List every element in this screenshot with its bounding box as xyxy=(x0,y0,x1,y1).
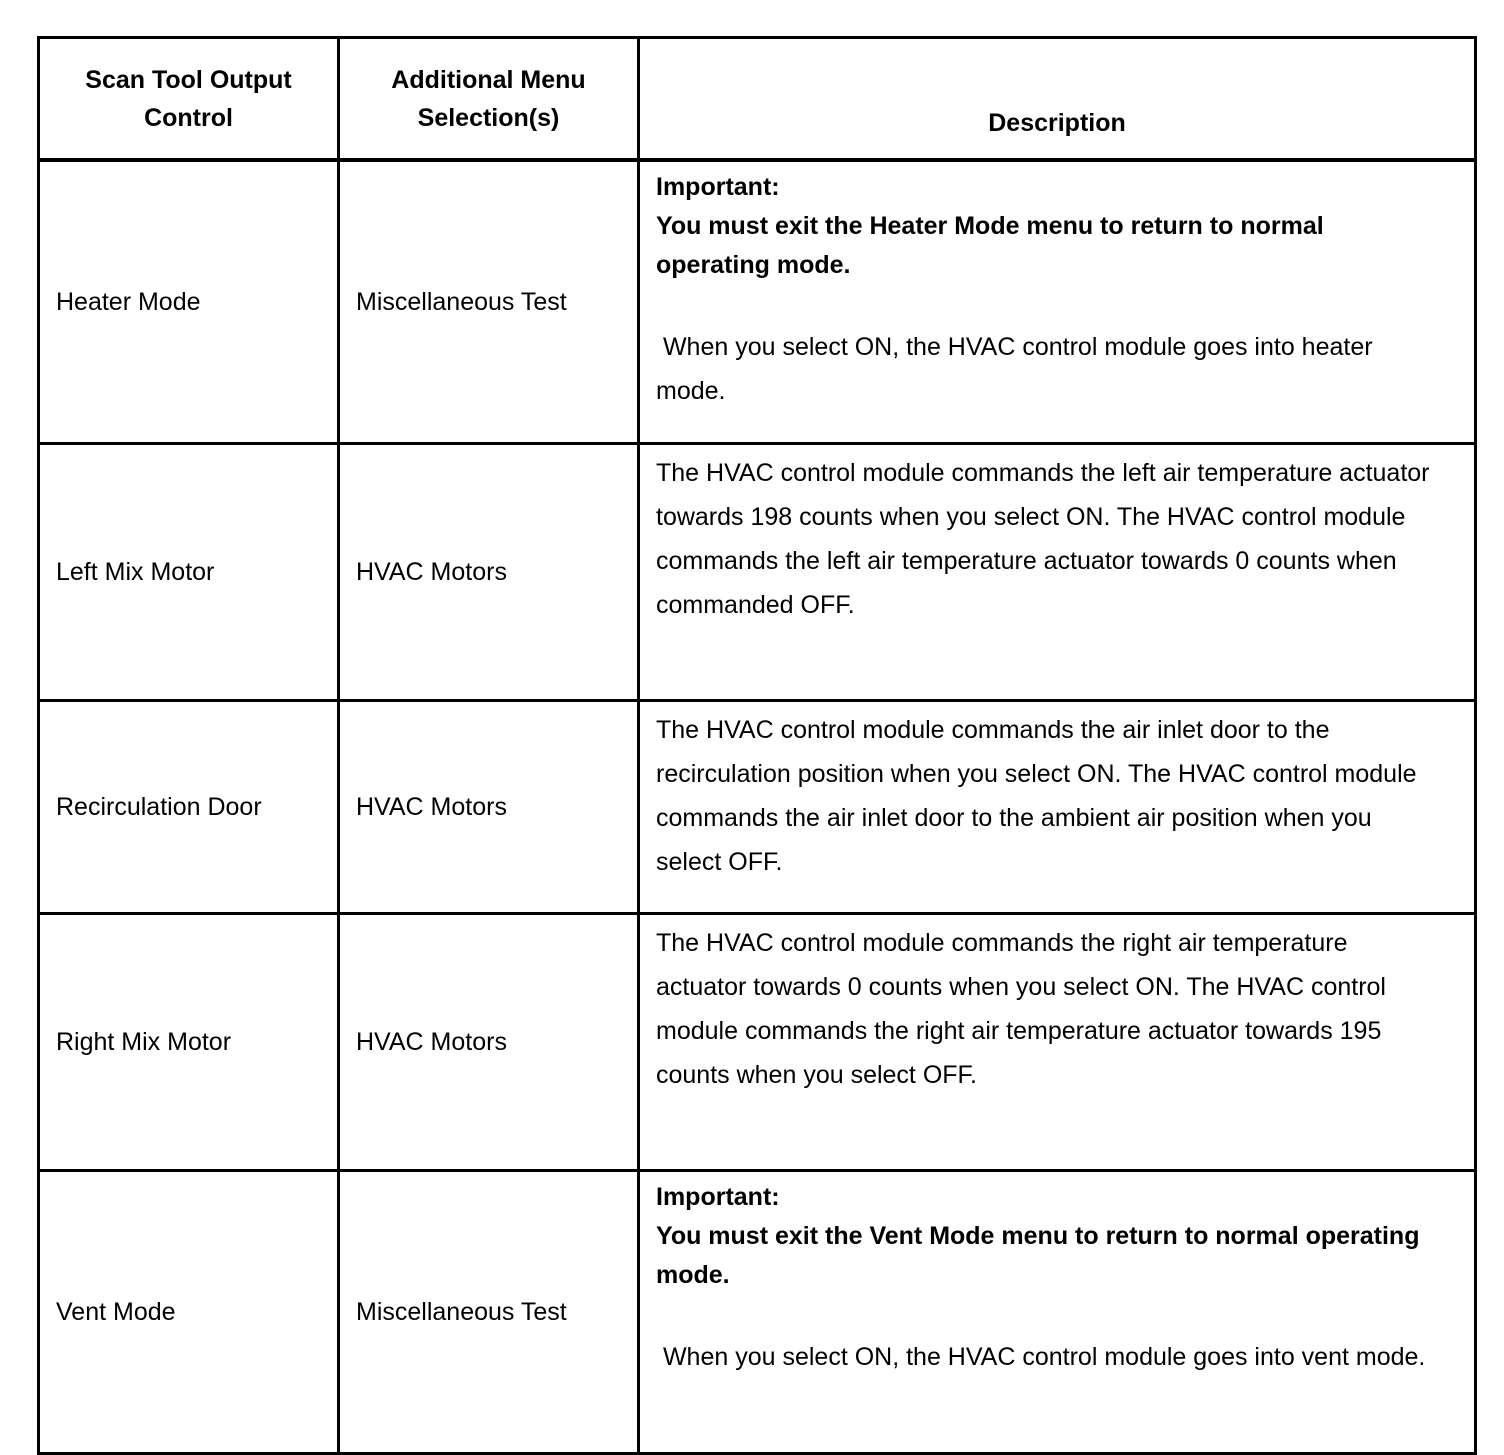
description-cell xyxy=(639,914,1476,1171)
output-controls-table xyxy=(37,36,1477,1455)
header-row xyxy=(39,38,1476,161)
description-text: The HVAC control module commands the right air temperature actuator towards 0 counts when you select ON. The HVAC control module commands the right air temperature actuator towards 195 counts when you select OFF. xyxy=(656,929,1393,1089)
table-row xyxy=(39,701,1476,914)
table-row xyxy=(39,160,1476,444)
header-additional-menu-selections: Additional Menu Selection(s) xyxy=(339,38,639,161)
table-row xyxy=(39,1171,1476,1454)
output-control-cell: Heater Mode xyxy=(39,160,339,444)
menu-selection-cell: Miscellaneous Test xyxy=(339,1171,639,1454)
description-cell xyxy=(639,701,1476,914)
menu-selection-cell: Miscellaneous Test xyxy=(339,160,639,444)
output-control-cell: Recirculation Door xyxy=(39,701,339,914)
description-cell xyxy=(639,160,1476,444)
description-text: When you select ON, the HVAC control module goes into vent mode. xyxy=(656,1343,1426,1371)
table-body xyxy=(39,160,1476,1454)
spacer xyxy=(656,285,1434,325)
spacer xyxy=(656,1295,1434,1335)
table-header xyxy=(39,38,1476,161)
important-text: You must exit the Vent Mode menu to return to normal operating mode. xyxy=(656,1222,1420,1289)
menu-selection-cell: HVAC Motors xyxy=(339,701,639,914)
menu-selection-cell: HVAC Motors xyxy=(339,444,639,701)
header-scan-tool-output-control: Scan Tool Output Control xyxy=(39,38,339,161)
important-text: You must exit the Heater Mode menu to return to normal operating mode. xyxy=(656,212,1324,279)
table-row xyxy=(39,914,1476,1171)
table-row xyxy=(39,444,1476,701)
output-control-cell: Left Mix Motor xyxy=(39,444,339,701)
important-label: Important: xyxy=(656,173,780,201)
menu-selection-cell: HVAC Motors xyxy=(339,914,639,1171)
description-text: The HVAC control module commands the air inlet door to the recirculation position when you select ON. The HVAC control module commands the air inlet door to the ambient air position when you select OFF. xyxy=(656,716,1424,876)
description-cell xyxy=(639,1171,1476,1454)
output-control-cell: Vent Mode xyxy=(39,1171,339,1454)
important-label: Important: xyxy=(656,1183,780,1211)
header-description: Description xyxy=(639,38,1476,161)
description-text: When you select ON, the HVAC control module goes into heater mode. xyxy=(656,333,1380,405)
description-text: The HVAC control module commands the left air temperature actuator towards 198 counts when you select ON. The HVAC control module commands the left air temperature actuator towards 0 counts when commanded OFF. xyxy=(656,459,1437,619)
description-cell xyxy=(639,444,1476,701)
output-control-cell: Right Mix Motor xyxy=(39,914,339,1171)
